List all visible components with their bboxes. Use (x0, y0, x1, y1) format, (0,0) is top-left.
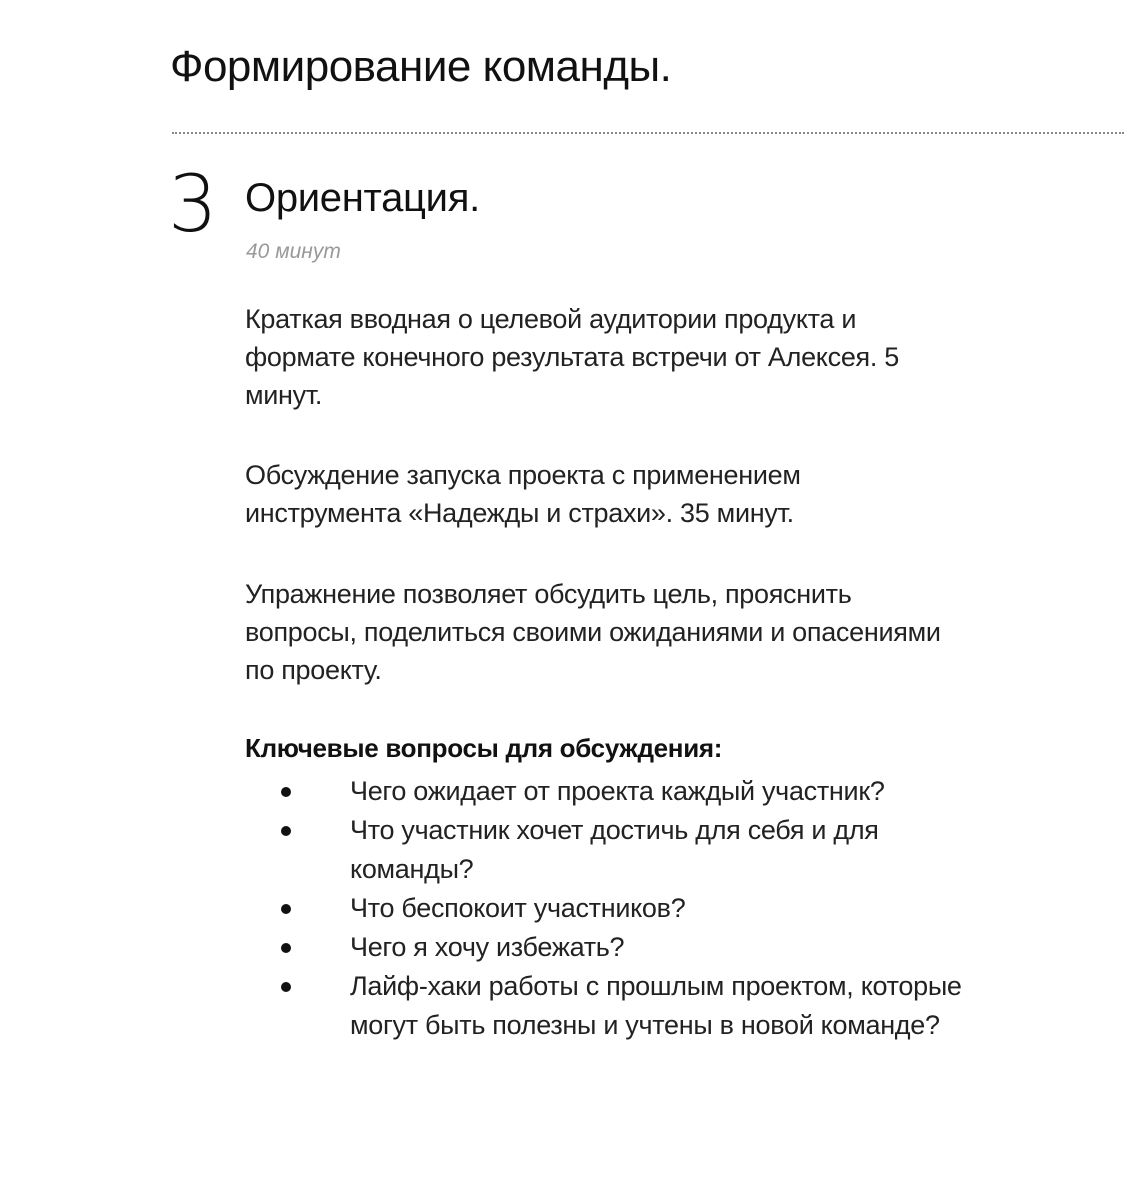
list-item (245, 967, 1125, 1045)
question-text: Что беспокоит участников? (350, 893, 686, 923)
bullet-icon (281, 826, 291, 836)
question-text: Лайф-хаки работы с прошлым проектом, которые могут быть полезны и учтены в новой команде? (350, 971, 962, 1040)
paragraph-discussion: Обсуждение запуска проекта с применением инструмента «Надежды и страхи». 35 минут. (245, 460, 801, 528)
page-title: Формирование команды. (170, 42, 672, 91)
list-item (245, 811, 1125, 889)
list-item (245, 928, 1125, 967)
list-item (245, 889, 1125, 928)
section-title: Ориентация. (245, 176, 480, 220)
paragraph-exercise: Упражнение позволяет обсудить цель, прояснить вопросы, поделиться своими ожиданиями и опасениями по проекту. (245, 579, 941, 685)
list-item (245, 772, 1125, 811)
bullet-icon (281, 904, 291, 914)
key-questions-list (245, 772, 1125, 1045)
bullet-icon (281, 982, 291, 992)
bullet-icon (281, 787, 291, 797)
question-text: Чего я хочу избежать? (350, 932, 625, 962)
section-number: 3 (168, 160, 218, 250)
question-text: Чего ожидает от проекта каждый участник? (350, 776, 885, 806)
bullet-icon (281, 943, 291, 953)
dotted-divider (172, 132, 1124, 134)
paragraph-intro: Краткая вводная о целевой аудитории продукта и формате конечного результата встречи от Алексея. 5 минут. (245, 304, 899, 410)
section-duration: 40 минут (246, 240, 341, 263)
question-text: Что участник хочет достичь для себя и для команды? (350, 815, 879, 884)
key-questions-heading: Ключевые вопросы для обсуждения: (245, 733, 723, 763)
